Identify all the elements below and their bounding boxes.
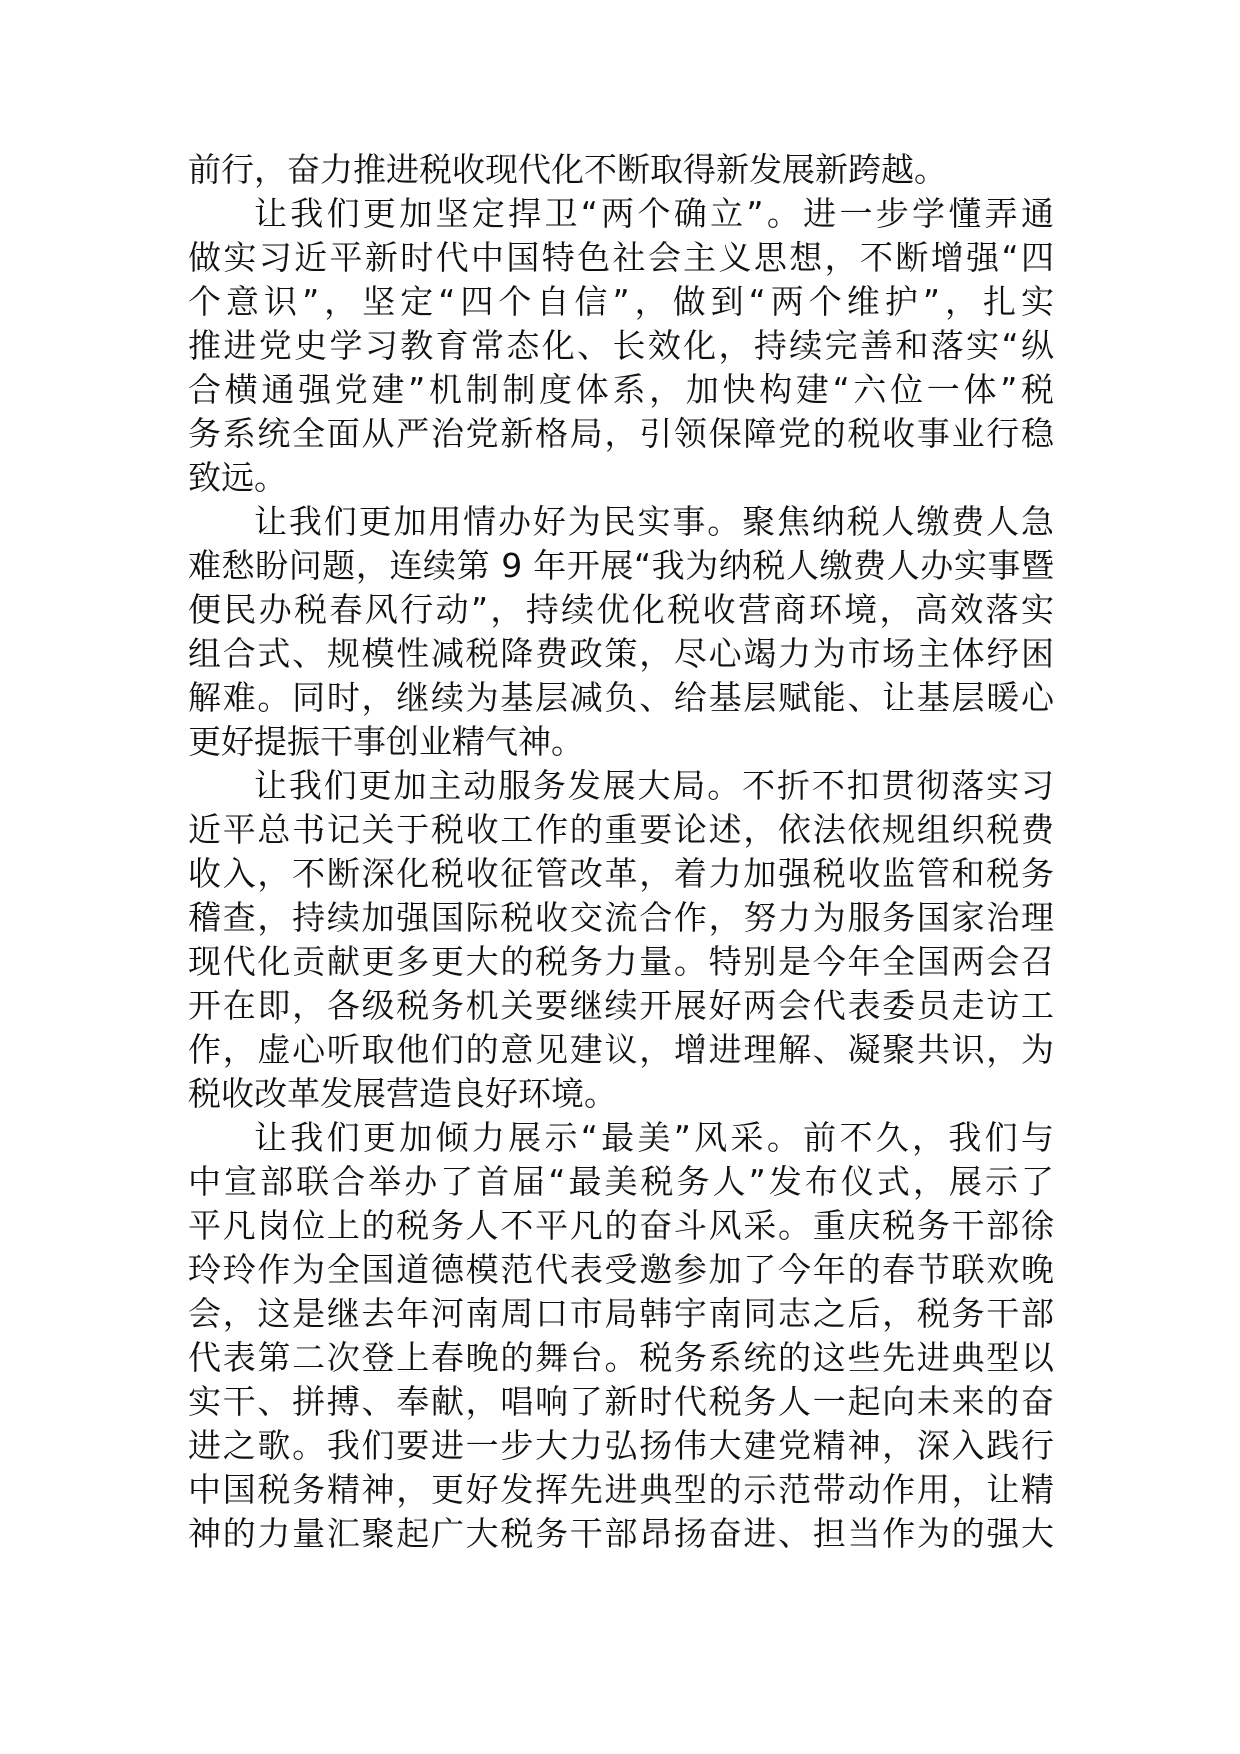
- text-line: 致远。: [188, 458, 287, 497]
- body-text: [188, 148, 1054, 1556]
- text-line: 组合式、规模性减税降费政策，尽心竭力为市场主体纾困: [188, 634, 1054, 673]
- text-line: 近平总书记关于税收工作的重要论述，依法依规组织税费: [188, 810, 1054, 849]
- text-line: 前行，奋力推进税收现代化不断取得新发展新跨越。: [188, 150, 947, 189]
- text-line: 个意识”，坚定“四个自信”，做到“两个维护”，扎实: [188, 282, 1054, 321]
- text-line: 合横通强党建”机制制度体系，加快构建“六位一体”税: [188, 370, 1054, 409]
- text-line: 进之歌。我们要进一步大力弘扬伟大建党精神，深入践行: [188, 1426, 1054, 1465]
- text-line: 平凡岗位上的税务人不平凡的奋斗风采。重庆税务干部徐: [188, 1206, 1054, 1245]
- text-line: 现代化贡献更多更大的税务力量。特别是今年全国两会召: [188, 942, 1054, 981]
- text-line: 务系统全面从严治党新格局，引领保障党的税收事业行稳: [188, 414, 1054, 453]
- text-line: 更好提振干事创业精气神。: [188, 722, 584, 761]
- text-line: 推进党史学习教育常态化、长效化，持续完善和落实“纵: [188, 326, 1054, 365]
- text-line: 让我们更加坚定捍卫“两个确立”。进一步学懂弄通: [254, 194, 1054, 233]
- text-line: 玲玲作为全国道德模范代表受邀参加了今年的春节联欢晚: [188, 1250, 1054, 1289]
- text-line: 稽查，持续加强国际税收交流合作，努力为服务国家治理: [188, 898, 1054, 937]
- text-line: 做实习近平新时代中国特色社会主义思想，不断增强“四: [188, 238, 1054, 277]
- text-line: 中国税务精神，更好发挥先进典型的示范带动作用，让精: [188, 1470, 1054, 1509]
- paragraph: [188, 764, 1054, 1116]
- text-line: 让我们更加倾力展示“最美”风采。前不久，我们与: [254, 1118, 1054, 1157]
- text-line: 作，虚心听取他们的意见建议，增进理解、凝聚共识，为: [188, 1030, 1054, 1069]
- text-line: 便民办税春风行动”，持续优化税收营商环境，高效落实: [188, 590, 1054, 629]
- text-line: 实干、拼搏、奉献，唱响了新时代税务人一起向未来的奋: [188, 1382, 1054, 1421]
- text-line: 神的力量汇聚起广大税务干部昂扬奋进、担当作为的强大: [188, 1514, 1054, 1553]
- paragraph: [188, 192, 1054, 500]
- text-line: 税收改革发展营造良好环境。: [188, 1074, 617, 1113]
- text-line: 中宣部联合举办了首届“最美税务人”发布仪式，展示了: [188, 1162, 1054, 1201]
- paragraph: [188, 1116, 1054, 1556]
- text-line: 会，这是继去年河南周口市局韩宇南同志之后，税务干部: [188, 1294, 1054, 1333]
- text-line: 收入，不断深化税收征管改革，着力加强税收监管和税务: [188, 854, 1054, 893]
- text-line: 开在即，各级税务机关要继续开展好两会代表委员走访工: [188, 986, 1054, 1025]
- text-line: 难愁盼问题，连续第 9 年开展“我为纳税人缴费人办实事暨: [188, 546, 1054, 585]
- text-line: 解难。同时，继续为基层减负、给基层赋能、让基层暖心: [188, 678, 1054, 717]
- text-line: 让我们更加主动服务发展大局。不折不扣贯彻落实习: [254, 766, 1054, 805]
- paragraph: [188, 500, 1054, 764]
- text-line: 让我们更加用情办好为民实事。聚焦纳税人缴费人急: [254, 502, 1054, 541]
- paragraph: [188, 148, 1054, 192]
- text-line: 代表第二次登上春晚的舞台。税务系统的这些先进典型以: [188, 1338, 1054, 1377]
